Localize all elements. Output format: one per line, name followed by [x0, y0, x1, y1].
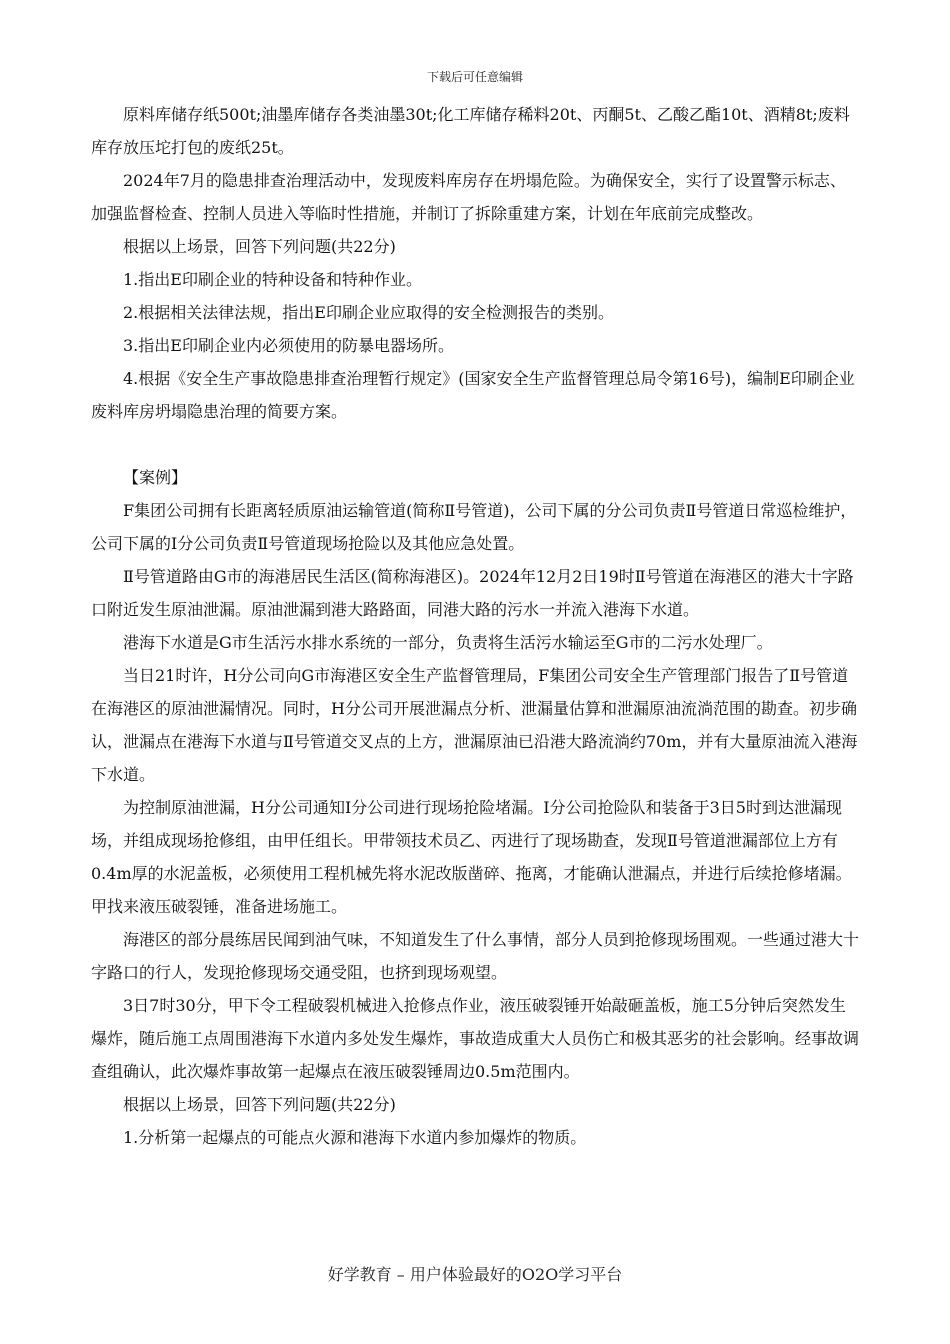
paragraph: 海港区的部分晨练居民闻到油气味，不知道发生了什么事情，部分人员到抢修现场围观。一些通过港大十字路口的行人，发现抢修现场交通受阻，也挤到现场观望。 — [91, 930, 860, 982]
paragraph: 3日7时30分，甲下令工程破裂机械进入抢修点作业，液压破裂锤开始敲砸盖板，施工5分钟后突然发生爆炸，随后施工点周围港海下水道内多处发生爆炸，事故造成重大人员伤亡和极其恶劣的社会影响。经事故调查组确认，此次爆炸事故第一起爆点在液压破裂锤周边0.5m范围内。 — [91, 996, 860, 1081]
paragraph: F集团公司拥有长距离轻质原油运输管道(简称Ⅱ号管道)，公司下属的分公司负责Ⅱ号管道日常巡检维护，公司下属的Ⅰ分公司负责Ⅱ号管道现场抢险以及其他应急处置。 — [91, 501, 857, 553]
paragraph: 原料库储存纸500t;油墨库储存各类油墨30t;化工库储存稀料20t、丙酮5t、乙酸乙酯10t、酒精8t;废料库存放压坨打包的废纸25t。 — [91, 105, 850, 157]
section-title: 【案例】 — [123, 468, 188, 487]
paragraph: Ⅱ号管道路由G市的海港居民生活区(简称海港区)。2024年12月2日19时Ⅱ号管道在海港区的港大十字路口附近发生原油泄漏。原油泄漏到港大路路面，同港大路的污水一并流入港海下水道。 — [91, 567, 854, 619]
question-item: 3.指出E印刷企业内必须使用的防暴电器场所。 — [123, 336, 454, 355]
document-body — [91, 98, 861, 1154]
page-footer: 好学教育 – 用户体验最好的O2O学习平台 — [327, 1265, 623, 1284]
question-item: 1.分析第一起爆点的可能点火源和港海下水道内参加爆炸的物质。 — [123, 1128, 587, 1147]
question-intro: 根据以上场景，回答下列问题(共22分) — [123, 237, 396, 256]
question-item: 2.根据相关法律法规，指出E印刷企业应取得的安全检测报告的类别。 — [123, 303, 614, 322]
paragraph: 当日21时许，H分公司向G市海港区安全生产监督管理局，F集团公司安全生产管理部门报告了Ⅱ号管道在海港区的原油泄漏情况。同时，H分公司开展泄漏点分析、泄漏量估算和泄漏原油流淌范围的勘查。初步确认，泄漏点在港海下水道与Ⅱ号管道交叉点的上方，泄漏原油已沿港大路流淌约70m，并有大量原油流入港海下水道。 — [91, 666, 858, 784]
question-item: 4.根据《安全生产事故隐患排查治理暂行规定》(国家安全生产监督管理总局令第16号)，编制E印刷企业废料库房坍塌隐患治理的简要方案。 — [91, 369, 855, 421]
page-header: 下载后可任意编辑 — [426, 70, 523, 84]
question-item: 1.指出E印刷企业的特种设备和特种作业。 — [123, 270, 422, 289]
paragraph: 为控制原油泄漏，H分公司通知Ⅰ分公司进行现场抢险堵漏。Ⅰ分公司抢险队和装备于3日5时到达泄漏现场，并组成现场抢修组，由甲任组长。甲带领技术员乙、丙进行了现场勘查，发现Ⅱ号管道泄漏部位上方有0.4m厚的水泥盖板，必须使用工程机械先将水泥改版凿碎、拖离，才能确认泄漏点，并进行后续抢修堵漏。甲找来液压破裂锤，准备进场施工。 — [91, 798, 852, 916]
question-intro: 根据以上场景，回答下列问题(共22分) — [123, 1095, 396, 1114]
paragraph: 2024年7月的隐患排查治理活动中，发现废料库房存在坍塌危险。为确保安全，实行了设置警示标志、加强监督检查、控制人员进入等临时性措施，并制订了拆除重建方案，计划在年底前完成整改。 — [91, 171, 846, 223]
paragraph: 港海下水道是G市生活污水排水系统的一部分，负责将生活污水输运至G市的二污水处理厂。 — [123, 633, 773, 652]
spacer — [91, 428, 861, 461]
